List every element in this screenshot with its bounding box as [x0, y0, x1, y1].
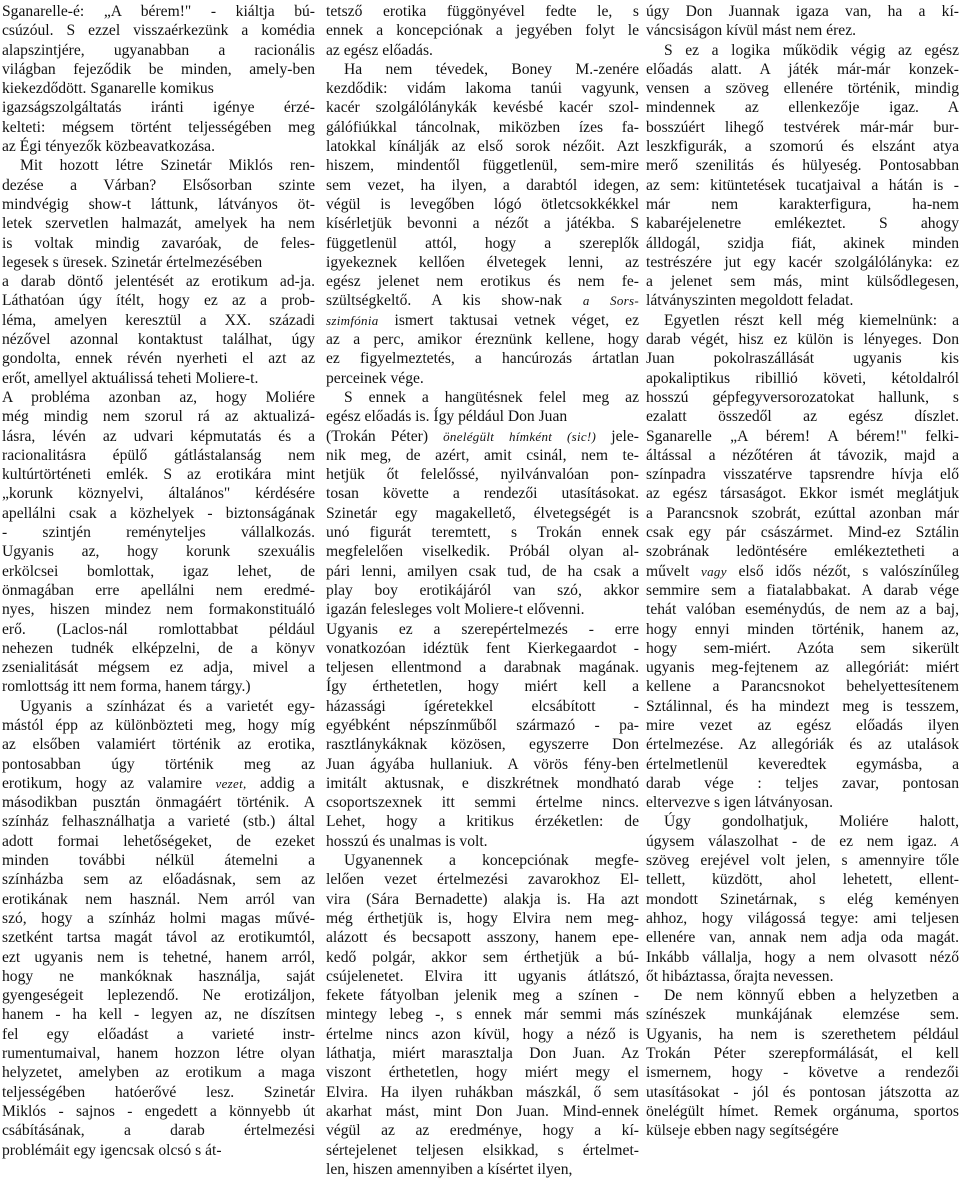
text-line: a darab döntő jelentését az erotikum ad-ja. — [2, 273, 315, 291]
text-line: függetlenül attól, hogy a szereplők — [326, 234, 639, 252]
text-line: darab vége : teljes zavar, pontosan — [646, 774, 959, 792]
text-line: len, hiszen amennyiben a kísértet ilyen, — [326, 1160, 573, 1178]
text-line: Ugyanis az, hogy korunk szexuális — [2, 543, 315, 561]
text-line: szobrának ledöntésére emlékeztetheti a — [646, 543, 959, 561]
text-line: ahhoz, hogy világossá tegye: ami teljesen — [646, 909, 959, 927]
text-line: értelme nincs azon kívül, hogy a néző is — [326, 1025, 639, 1043]
text-line: még mindig nem szorul rá az aktualizá- — [2, 408, 315, 426]
text-line: szöveg erejével volt jelen, s amennyire tőle — [646, 852, 959, 870]
text-line: házassági ígéretekkel elcsábított - — [326, 697, 639, 715]
text-line: színházba sem az előadásnak, sem az — [2, 871, 315, 889]
text-line: másodikban pusztán önmagáért történik. A — [2, 794, 315, 812]
text-line: egyébként népszínműből származó - pa- — [326, 716, 639, 734]
text-line: lásra, lévén az udvari képmutatás és a — [2, 427, 315, 445]
text-line: Láthatóan úgy ítélt, hogy ez az a prob- — [2, 292, 315, 310]
text-line: Lehet, hogy a kritikus érzéketlen: de — [326, 813, 639, 831]
text-line: akarhat mást, mint Don Juan. Mind-ennek — [326, 1102, 639, 1120]
text-line: hosszú és unalmas is volt. — [326, 832, 488, 850]
text-line: az egész előadás. — [326, 41, 433, 59]
text-line: Juan ágyába hullaniuk. A vörös fény-ben — [326, 755, 639, 773]
text-line: a jelenet sem más, mint külsődlegesen, — [646, 273, 959, 291]
text-line: még érthetjük is, hogy Elvira nem meg- — [326, 909, 639, 927]
italic-text: önelégült hímként (sic!) — [443, 428, 597, 444]
text-line: Ugyanennek a koncepciónak megfe- — [344, 852, 639, 870]
text-line: Trokán Péter szerepformálását, el kell — [646, 1045, 959, 1063]
text-line: mondott Szinetárnak, s elég keményen — [646, 890, 959, 908]
text-line: színpadra visszatérve tapsrendre hívja elő — [646, 466, 959, 484]
text-line: dezése a Várban? Elsősorban szinte — [2, 176, 315, 194]
text-line: zsenialitását mégsem ez adja, mivel a — [2, 659, 315, 677]
text-line: az egész társaságot. Ekkor ismét meglátjuk — [646, 485, 959, 503]
text-line: imitált aktusnak, e diszkrétnek mondható — [326, 774, 639, 792]
text-line: kedő polgár, akkor sem érthetjük a bú- — [326, 948, 639, 966]
text-column-1 — [2, 2, 315, 1160]
text-line: pári lenni, amilyen csak tud, de ha csak a — [326, 562, 639, 580]
text-line: rumentumaival, hanem hozzon létre olyan — [2, 1045, 315, 1063]
text-line: leszkfigurák, a szomorú és elszánt atya — [646, 138, 959, 156]
text-line: álldogál, szidja fiát, akinek minden — [646, 234, 959, 252]
text-line: mindennek az ellenkezője igaz. A — [646, 99, 959, 117]
text-line: ezt ugyanis nem is tehetné, hanem arról, — [2, 948, 315, 966]
text-line: latokkal kínálják az első sorok nézőit. Azt — [326, 138, 639, 156]
text-line: sértejelenet teljesen elsikkad, s értelmet- — [326, 1141, 639, 1159]
text-line: alapszintjére, ugyanabban a racionális — [2, 41, 315, 59]
text-line: Inkább vállalja, hogy a nem olvasott néző — [646, 948, 959, 966]
text-line: úgy Don Juannak igaza van, ha a kí- — [646, 3, 959, 20]
text-line: apokaliptikus ribillió követi, kétoldalról — [646, 369, 959, 387]
text-column-3 — [646, 2, 959, 1141]
text-line: Ugyanis ez a szerepértelmezés - erre — [326, 620, 639, 638]
text-line: az Égi tényezők közbeavatkozása. — [2, 138, 216, 156]
text-line: S ez a logika működik végig az egész — [664, 41, 959, 59]
text-line: vonatkozóan idéztük fent Kierkegaardot - — [326, 639, 639, 657]
text-line: nyes, hiszen mindez nem formakonstituáló — [2, 601, 315, 619]
text-line: művelt vagy első idős nézőt, s valószínűleg — [646, 562, 959, 580]
text-line: helyzetet, amelyben az erotikum a maga — [2, 1064, 315, 1082]
text-line: hosszú gépfegyversorozatokat hallunk, s — [646, 388, 959, 406]
text-line: bosszúért lihegő testvérek már-már bur- — [646, 118, 959, 136]
text-line: gálófiúkkal táncolnak, miközben ízes fa- — [326, 118, 639, 136]
text-line: Szinetár egy magakellető, élvetegségét is — [326, 504, 639, 522]
text-line: egész előadás is. Így például Don Juan — [326, 408, 568, 426]
text-line: eltervezve s igen látványosan. — [646, 794, 834, 812]
text-line: utasításokat - jól és pontosan játszotta az — [646, 1083, 959, 1101]
text-line: kabaréjelenetre emlékeztet. S ahogy — [646, 215, 959, 233]
text-line: hogy ne mankóknak használja, saját — [2, 967, 315, 985]
text-line: S ennek a hangütésnek felel meg az — [344, 388, 639, 406]
text-line: egész jelenet nem erotikus és nem fe- — [326, 273, 639, 291]
text-line: mindvégig show-t láttunk, látványos öt- — [2, 195, 315, 213]
text-line: is voltak mindig zavaróak, de feles- — [2, 234, 315, 252]
italic-text: A — [950, 833, 959, 849]
text-line: Ugyanis, ha nem is szerethetem például — [646, 1025, 959, 1043]
text-line: letek szervetlen halmazát, amelyek ha nem — [2, 215, 315, 233]
text-line: problémáit egy igencsak olcsó s át- — [2, 1141, 222, 1159]
text-line: végül is levegőben lógó ötletcsokkékkel — [326, 195, 639, 213]
text-line: ennek a koncepciónak a jegyében folyt le — [326, 22, 639, 40]
text-line: kultúrtörténeti emlék. S az erotikára mint — [2, 466, 315, 484]
text-line: szültségkeltő. A kis show-nak a Sors- — [326, 292, 639, 310]
text-line: fekete fátyolban jelenik meg a színen - — [326, 987, 639, 1005]
text-line: adott formai lehetőségeket, de ezeket — [2, 832, 315, 850]
text-line: váncsiságon kívül mást nem érez. — [646, 22, 857, 40]
text-line: az elsőben valamiért történik az erotika, — [2, 736, 315, 754]
text-line: látványszinten megoldott feladat. — [646, 292, 854, 310]
italic-text: vezet, — [215, 775, 247, 791]
text-line: hetjük őt felelőssé, nyilvánvalóan pon- — [326, 466, 639, 484]
text-line: ugyanis meg-fejtenem az allegóriát: miért — [646, 659, 959, 677]
text-line: hanem - ha kell - legyen az, ne díszítsen — [2, 1006, 315, 1024]
text-line: - szintjén reményteljes vállalkozás. — [2, 524, 315, 542]
text-line: kísérletjük bevonni a nézőt a játékba. S — [326, 215, 639, 233]
text-line: igyekeznek kellően élvetegek lenni, az — [326, 253, 639, 271]
italic-text: vagy — [701, 563, 727, 579]
text-line: gyengeségeit leplezendő. Ne erotizáljon, — [2, 987, 315, 1005]
text-line: „korunk köznyelvi, általános" kérdésére — [2, 485, 315, 503]
text-line: kelteti: mégsem történt teljességében meg — [2, 118, 315, 136]
text-line: darab végét, hisz ez külön is lényeges. Don — [646, 331, 959, 349]
text-line: Sganarelle „A bérem! A bérem!" felki- — [646, 427, 959, 445]
text-line: kezdődik: vidám lakoma tanúi vagyunk, — [326, 80, 639, 98]
text-line: pontosabban úgy történik meg az — [2, 755, 315, 773]
text-line: apellálni csak a közhelyek - biztonságának — [2, 504, 315, 522]
text-line: csújelenetet. Elvira itt ugyanis átlátszó, — [326, 967, 639, 985]
text-line: külseje ebben nagy segítségére — [646, 1122, 839, 1140]
text-line: színház felhasználhatja a varieté (stb.) által — [2, 813, 315, 831]
text-line: ezalatt összedől az egész díszlet. — [646, 408, 959, 426]
text-line: igazságszolgáltatás iránti igénye érzé- — [2, 99, 315, 117]
text-line: nézővel azonnal kontaktust találhat, úgy — [2, 331, 315, 349]
text-line: kiekezdődött. Sganarelle komikus — [2, 80, 214, 98]
text-line: ismernem, hogy - követve a rendezői — [646, 1064, 959, 1082]
text-line: igazán felesleges volt Moliere-t elővenni. — [326, 601, 585, 619]
text-line: mástól épp az különbözteti meg, hogy míg — [2, 716, 315, 734]
text-line: tosan követte a rendezői utasításokat. — [326, 485, 639, 503]
text-line: kellene a Parancsnokot behelyettesítenem — [646, 678, 959, 696]
text-line: Mit hozott létre Szinetár Miklós ren- — [20, 157, 315, 175]
text-line: gondolta, ennek révén nyerheti el azt az — [2, 350, 315, 368]
text-line: szetként tartsa magát távol az erotikumtól, — [2, 929, 315, 947]
text-line: play boy erotikájáról van szó, akkor — [326, 581, 639, 599]
text-line: hogy sem-miért. Azóta sem sikerült — [646, 639, 959, 657]
text-line: hogy ennyi minden történik, hanem az, — [646, 620, 959, 638]
text-line: léma, amelyen keresztül a XX. századi — [2, 311, 315, 329]
text-line: az sem: kitüntetések tucatjaival a hátán is - — [646, 176, 959, 194]
text-line: végül az az eredménye, hogy a kí- — [326, 1122, 639, 1140]
text-line: fel egy előadást a varieté instr- — [2, 1025, 315, 1043]
text-line: Egyetlen részt kell még kiemelnünk: a — [664, 311, 959, 329]
text-line: kacér szolgálólánykák kevésbé kacér szol- — [326, 99, 639, 117]
text-line: mintegy lebeg -, s ennek már semmi más — [326, 1006, 639, 1024]
text-line: csábításának, a darab értelmezési — [2, 1122, 315, 1140]
text-line: a Parancsnok szobrát, ezúttal azonban már — [646, 504, 959, 522]
text-line: tehát valóban eseménydús, de nem az a baj, — [646, 601, 959, 619]
text-line: teljesen ellentmond a darabnak magának. — [326, 659, 639, 677]
text-line: vira (Sára Bernadette) alakja is. Ha azt — [326, 890, 639, 908]
text-line: önelégült hímet. Remek orgánuma, sportos — [646, 1102, 959, 1120]
text-line: áltással a nézőtéren át távozik, majd a — [646, 446, 959, 464]
text-line: szimfónia ismert taktusai vetnek véget, ez — [326, 311, 639, 329]
text-line: nik meg, de azért, amit csinál, nem te- — [326, 446, 639, 464]
text-line: (Trokán Péter) önelégült hímként (sic!) jele- — [326, 427, 639, 445]
text-line: mire vezet az egész előadás ilyen — [646, 716, 959, 734]
text-line: ellenére van, annak nem adja oda magát. — [646, 929, 959, 947]
italic-text: a Sors- — [582, 293, 639, 309]
text-line: rasztlánykáknak közösen, egyszerre Don — [326, 736, 639, 754]
text-line: őt hibáztassa, őrajta nevessen. — [646, 967, 834, 985]
text-line: láthatja, miért marasztalja Don Juan. Az — [326, 1045, 639, 1063]
text-line: Úgy gondolhatjuk, Moliére halott, — [664, 813, 959, 831]
text-line: Sganarelle-é: „A bérem!" - kiáltja bú- — [2, 3, 315, 20]
text-line: Miklós - sajnos - engedett a könnyebb út — [2, 1102, 315, 1120]
text-line: Ugyanis a színházat és a varietét egy- — [20, 697, 315, 715]
text-line: testrészére jut egy kacér szolgálólányka: ez — [646, 253, 959, 271]
text-line: vensen a szöveg ellenére történik, mindig — [646, 80, 959, 98]
text-line: erkölcsei bomlottak, igaz lehet, de — [2, 562, 315, 580]
text-line: Elvira. Ha ilyen ruhákban mászkál, ő sem — [326, 1083, 639, 1101]
text-line: perceinek vége. — [326, 369, 424, 387]
text-line: az a perc, amikor éreznünk kellene, hogy — [326, 331, 639, 349]
text-line: Juan pokolraszállását ugyanis kis — [646, 350, 959, 368]
text-line: színészek munkájának elemzése sem. — [646, 1006, 959, 1024]
text-line: semmire sem a fiatalabbakat. A darab vége — [646, 581, 959, 599]
text-line: önmagában erre apellálni nem eredmé- — [2, 581, 315, 599]
text-line: erotikum, hogy az valamire vezet, addig a — [2, 774, 315, 792]
text-line: Így érthetetlen, hogy miért kell a — [326, 678, 639, 696]
text-line: ez figyelmeztetés, a hancúrozás ártatlan — [326, 350, 639, 368]
text-line: tellett, küzdött, ahol lehetett, ellent- — [646, 871, 959, 889]
text-line: lelően vezet értelmezési zavarokhoz El- — [326, 871, 639, 889]
text-column-2 — [326, 2, 639, 1179]
text-line: viszont érthetetlen, hogy miért megy el — [326, 1064, 639, 1082]
italic-text: szimfónia — [326, 312, 379, 328]
text-line: sem vezet, ha ilyen, a darabtól idegen, — [326, 176, 639, 194]
text-line: értelmezése. Az allegóriák és az utalások — [646, 736, 959, 754]
text-line: csak egy pár császármet. Mind-ez Sztálin — [646, 524, 959, 542]
text-line: csúzóul. S ezzel visszaérkezünk a komédia — [2, 22, 315, 40]
text-line: értelmetlenül keveredtek egymásba, a — [646, 755, 959, 773]
text-line: legesek s üresek. Szinetár értelmezésében — [2, 253, 263, 271]
text-line: úgysem válaszolhat - de ez nem igaz. A — [646, 832, 959, 850]
text-line: racionalitásra épülő gátlástalanság nem — [2, 446, 315, 464]
text-line: De nem könnyű ebben a helyzetben a — [664, 987, 959, 1005]
text-line: A probléma azonban az, hogy Moliére — [2, 388, 315, 406]
text-line: megfelelően viselkedik. Próbál olyan al- — [326, 543, 639, 561]
text-line: erotikának nem használ. Nem arról van — [2, 890, 315, 908]
text-line: már nem karakterfigura, ha-nem — [646, 195, 959, 213]
text-line: tetsző erotika függönyével fedte le, s — [326, 3, 639, 20]
text-line: unó figurát teremtett, s Trokán ennek — [326, 524, 639, 542]
text-line: hiszem, mindentől függetlenül, sem-mire — [326, 157, 639, 175]
text-line: teljességében hatóerővé lesz. Szinetár — [2, 1083, 315, 1101]
text-line: merő szenilitás és hülyeség. Pontosabban — [646, 157, 959, 175]
text-line: Sztálinnal, és ha mindezt meg is tesszem, — [646, 697, 959, 715]
text-line: szó, hogy a színház holmi magas művé- — [2, 909, 315, 927]
text-line: Ha nem tévedek, Boney M.-zenére — [344, 60, 639, 78]
text-line: világban fejeződik be minden, amely-ben — [2, 60, 315, 78]
text-line: előadás alatt. A játék már-már konzek- — [646, 60, 959, 78]
text-line: csoportszexnek itt semmi értelme nincs. — [326, 794, 639, 812]
text-line: minden további nélkül átemelni a — [2, 852, 315, 870]
text-line: erőt, amellyel aktuálissá teheti Moliere-t. — [2, 369, 259, 387]
text-line: alázott és becsapott asszony, hanem epe- — [326, 929, 639, 947]
text-line: erő. (Laclos-nál romlottabbat például — [2, 620, 315, 638]
text-line: nehezen tudnék elképzelni, de a könyv — [2, 639, 315, 657]
text-line: romlottság itt nem forma, hanem tárgy.) — [2, 678, 251, 696]
